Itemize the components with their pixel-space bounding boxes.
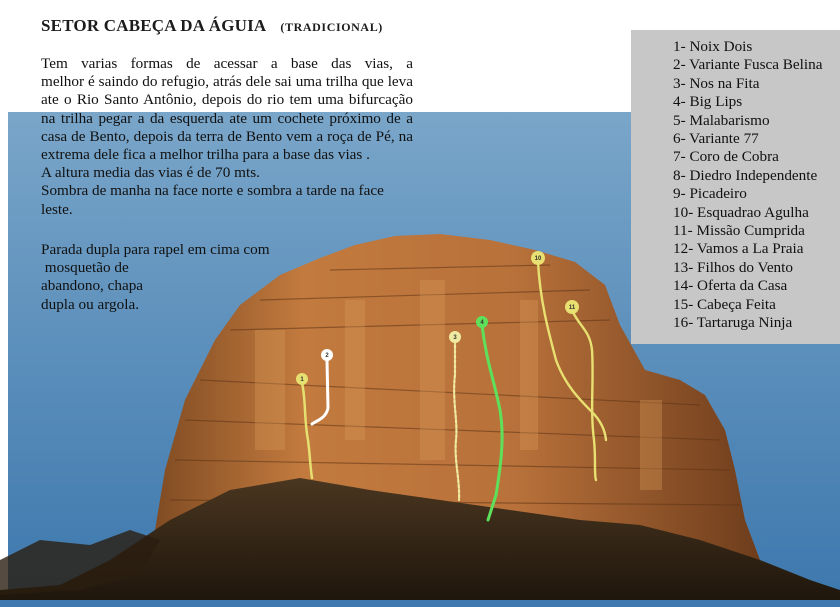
route-marker-label-2: 2 bbox=[325, 353, 329, 359]
route-item: 13- Filhos do Vento bbox=[673, 258, 793, 276]
ground-line bbox=[0, 600, 840, 607]
access-description bbox=[41, 55, 413, 219]
rappel-line-1: Parada dupla para rapel em cima com bbox=[41, 241, 270, 258]
rappel-line-4: dupla ou argola. bbox=[41, 295, 139, 313]
route-item: 3- Nos na Fita bbox=[673, 74, 760, 92]
sector-title bbox=[41, 16, 383, 36]
route-item: 15- Cabeça Feita bbox=[673, 295, 776, 313]
rappel-line-3: abandono, chapa bbox=[41, 277, 144, 295]
sector-title-type: (TRADICIONAL) bbox=[280, 20, 383, 34]
route-item: 1- Noix Dois bbox=[673, 38, 753, 55]
route-item: 4- Big Lips bbox=[673, 93, 743, 111]
sector-title-main: SETOR CABEÇA DA ÁGUIA bbox=[41, 16, 267, 35]
shade-text: Sombra de manha na face norte e sombra a tarde na face leste. bbox=[41, 182, 384, 218]
route-marker-label-4: 4 bbox=[480, 320, 484, 326]
route-item: 5- Malabarismo bbox=[673, 111, 770, 129]
route-item: 16- Tartaruga Ninja bbox=[673, 314, 793, 332]
route-item: 10- Esquadrao Agulha bbox=[673, 203, 809, 221]
route-height-text: A altura media das vias é de 70 mts. bbox=[41, 164, 260, 182]
route-item: 6- Variante 77 bbox=[673, 130, 759, 148]
route-marker-label-10: 10 bbox=[534, 256, 542, 262]
access-text-first-line: Tem varias formas de acessar a base das vias, a bbox=[41, 55, 413, 72]
route-legend bbox=[631, 30, 840, 344]
route-marker-label-11: 11 bbox=[568, 305, 576, 311]
route-marker-label-3: 3 bbox=[453, 335, 457, 341]
route-item: 14- Oferta da Casa bbox=[673, 277, 788, 295]
access-text: melhor é saindo do refugio, atrás dele sai uma trilha que leva ate o Rio Santo Antônio, depois do rio tem uma bifurcação na trilha pegar a da esquerda ate um cochete próximo de a casa de Bento, depois da terra de Bento vem a roça de Pé, na extrema dele fica a melhor trilha para a base das vias . bbox=[41, 73, 413, 164]
route-item: 11- Missão Cumprida bbox=[673, 222, 805, 240]
route-item: 7- Coro de Cobra bbox=[673, 148, 779, 166]
route-marker-label-1: 1 bbox=[300, 377, 304, 383]
rappel-line-2: mosquetão de bbox=[41, 259, 129, 277]
rappel-info bbox=[41, 241, 321, 314]
route-item: 9- Picadeiro bbox=[673, 185, 747, 203]
route-item: 8- Diedro Independente bbox=[673, 166, 818, 184]
top-left-strip bbox=[0, 0, 8, 607]
route-list bbox=[631, 30, 840, 333]
route-item: 12- Vamos a La Praia bbox=[673, 240, 804, 258]
route-item: 2- Variante Fusca Belina bbox=[673, 56, 823, 74]
